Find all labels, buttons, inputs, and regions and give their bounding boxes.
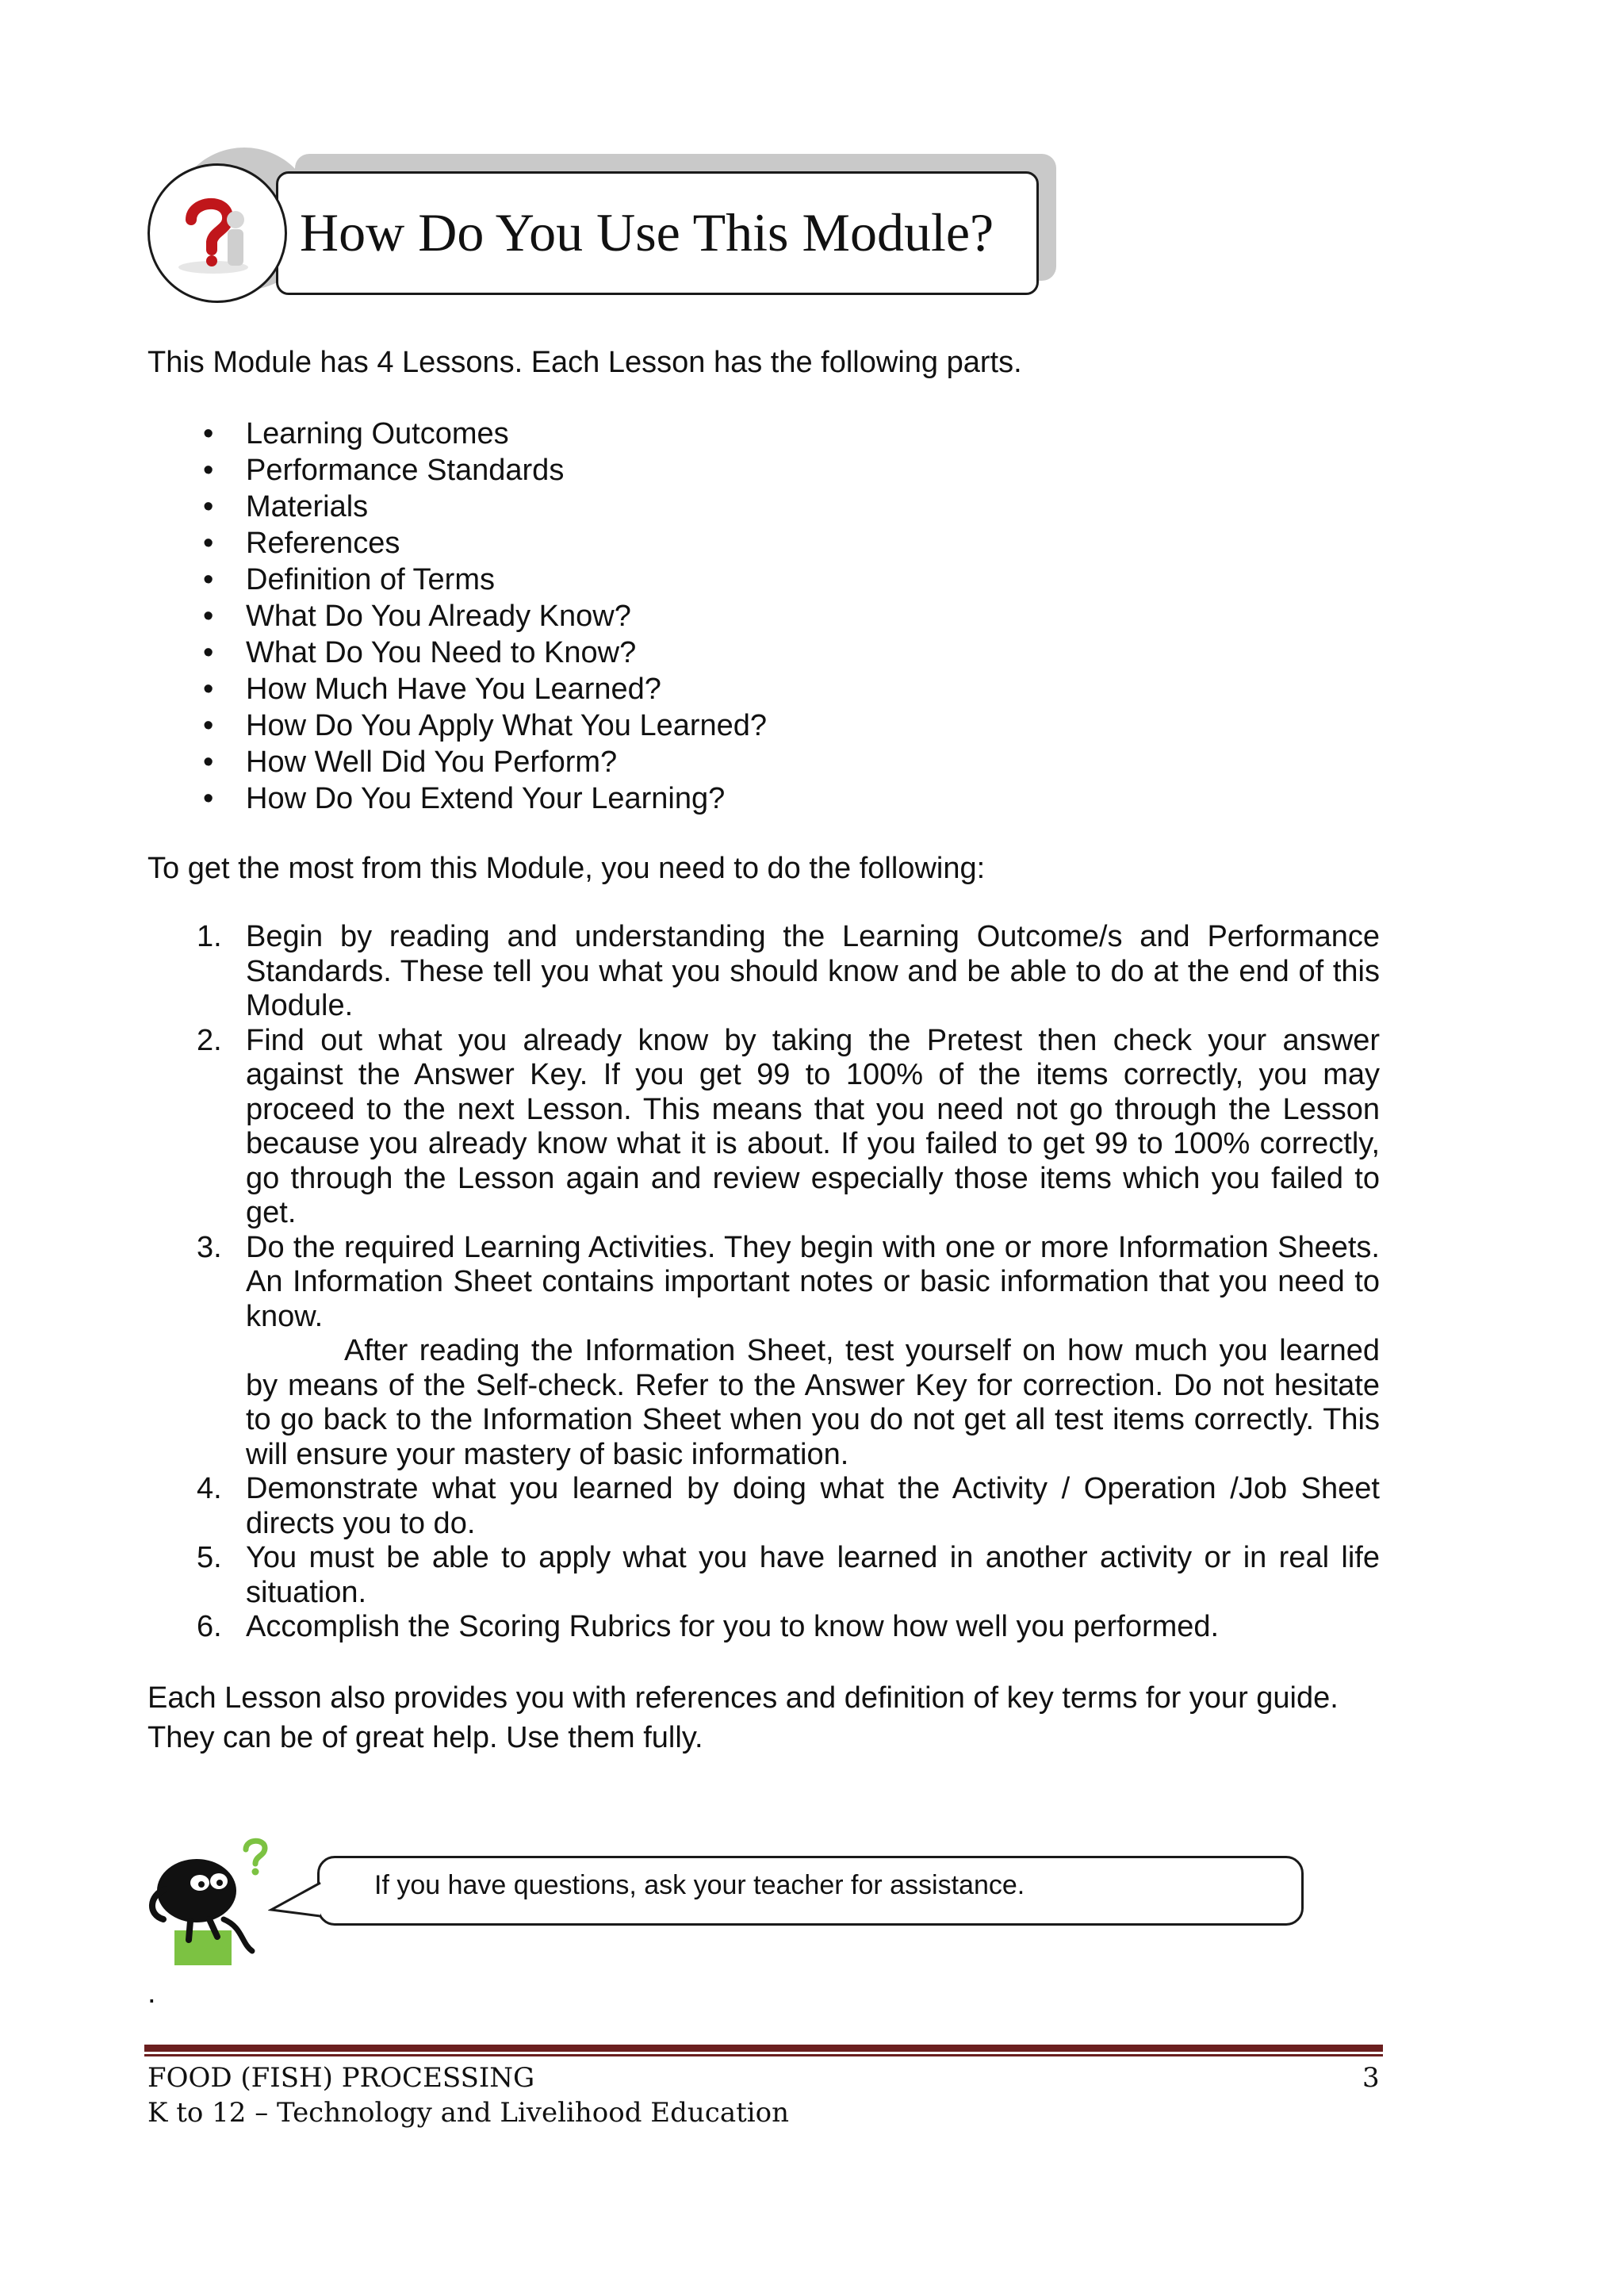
bullet-icon: • <box>203 673 214 706</box>
title-icon-badge <box>147 163 287 303</box>
list-item <box>198 416 767 452</box>
list-item <box>198 671 767 707</box>
step-item <box>197 1231 1380 1473</box>
list-item-label: Definition of Terms <box>246 563 495 596</box>
step-text: Accomplish the Scoring Rubrics for you to know how well you performed. <box>246 1610 1220 1643</box>
closing-line-1: Each Lesson also provides you with references and definition of key terms for your guide. <box>147 1681 1339 1715</box>
bullet-icon: • <box>203 454 214 487</box>
step-text: You must be able to apply what you have learned in another activity or in real life situation. <box>246 1541 1380 1609</box>
bullet-icon: • <box>203 746 214 779</box>
list-item <box>198 780 767 817</box>
step-number: 1. <box>197 920 222 953</box>
bullet-icon: • <box>203 600 214 633</box>
bullet-icon: • <box>203 636 214 669</box>
intro-text: This Module has 4 Lessons. Each Lesson has the following parts. <box>147 346 1022 379</box>
closing-line-2: They can be of great help. Use them fully. <box>147 1721 703 1754</box>
bullet-icon: • <box>203 527 214 560</box>
step-number: 5. <box>197 1541 222 1574</box>
list-item-label: How Do You Extend Your Learning? <box>246 782 726 815</box>
list-item-label: How Well Did You Perform? <box>246 746 618 779</box>
steps-list <box>197 920 1380 1645</box>
footer-subject: FOOD (FISH) PROCESSING <box>147 2062 535 2094</box>
list-item-label: References <box>246 527 400 560</box>
footer-rule <box>144 2045 1383 2052</box>
step-item <box>197 920 1380 1024</box>
list-item-label: What Do You Need to Know? <box>246 636 637 669</box>
list-item <box>198 598 767 634</box>
list-item <box>198 489 767 525</box>
steps-intro-text: To get the most from this Module, you need to do the following: <box>147 852 986 885</box>
list-item-label: Learning Outcomes <box>246 417 509 450</box>
question-mark-figure-icon <box>150 166 285 301</box>
step-text-continued: After reading the Information Sheet, test yourself on how much you learned by means of the Self-check. Refer to the Answer Key for correction. Do not hesitate to go back to the Information Sheet when you do not get all test items correctly. This will ensure your mastery of basic information. <box>246 1334 1380 1471</box>
list-item-label: How Do You Apply What You Learned? <box>246 709 768 742</box>
step-number: 6. <box>197 1610 222 1643</box>
footer-rule-thin <box>144 2054 1383 2056</box>
list-item-label: What Do You Already Know? <box>246 600 631 633</box>
step-text: Do the required Learning Activities. They begin with one or more Information Sheets. An Information Sheet contains important notes or basic information that you need to know. <box>246 1230 1380 1333</box>
step-item <box>197 1472 1380 1541</box>
list-item <box>198 707 767 744</box>
bullet-icon: • <box>203 709 214 742</box>
step-text: Demonstrate what you learned by doing what the Activity / Operation /Job Sheet directs you to do. <box>246 1472 1380 1540</box>
step-item <box>197 1610 1380 1645</box>
step-text: Begin by reading and understanding the Learning Outcome/s and Performance Standards. These tell you what you should know and be able to do at the end of this Module. <box>246 920 1380 1022</box>
bullet-icon: • <box>203 563 214 596</box>
tip-text: If you have questions, ask your teacher for assistance. <box>374 1870 1025 1900</box>
lesson-parts-list <box>198 416 767 817</box>
bullet-icon: • <box>203 417 214 450</box>
step-item <box>197 1024 1380 1231</box>
step-number: 3. <box>197 1230 222 1264</box>
list-item-label: Performance Standards <box>246 454 565 487</box>
page-title: How Do You Use This Module? <box>300 202 994 263</box>
list-item <box>198 562 767 598</box>
list-item <box>198 744 767 780</box>
step-text: Find out what you already know by taking the Pretest then check your answer against the Answer Key. If you get 99 to 100% of the items correctly, you may proceed to the next Lesson. This means that you need not go through the Lesson because you already know what it is about. If you failed to get 99 to 100% correctly, go through the Lesson again and review especially those items which you failed to get. <box>246 1023 1380 1229</box>
footer-program: K to 12 – Technology and Livelihood Education <box>147 2097 789 2129</box>
stray-mark: . <box>147 1976 156 2010</box>
step-item <box>197 1541 1380 1610</box>
list-item-label: How Much Have You Learned? <box>246 673 661 706</box>
bullet-icon: • <box>203 782 214 815</box>
bullet-icon: • <box>203 490 214 523</box>
list-item-label: Materials <box>246 490 369 523</box>
list-item <box>198 452 767 489</box>
list-item <box>198 634 767 671</box>
step-number: 2. <box>197 1023 222 1057</box>
page-number: 3 <box>1362 2062 1380 2094</box>
list-item <box>198 525 767 562</box>
step-number: 4. <box>197 1472 222 1505</box>
bubble-tail <box>268 1881 324 1926</box>
